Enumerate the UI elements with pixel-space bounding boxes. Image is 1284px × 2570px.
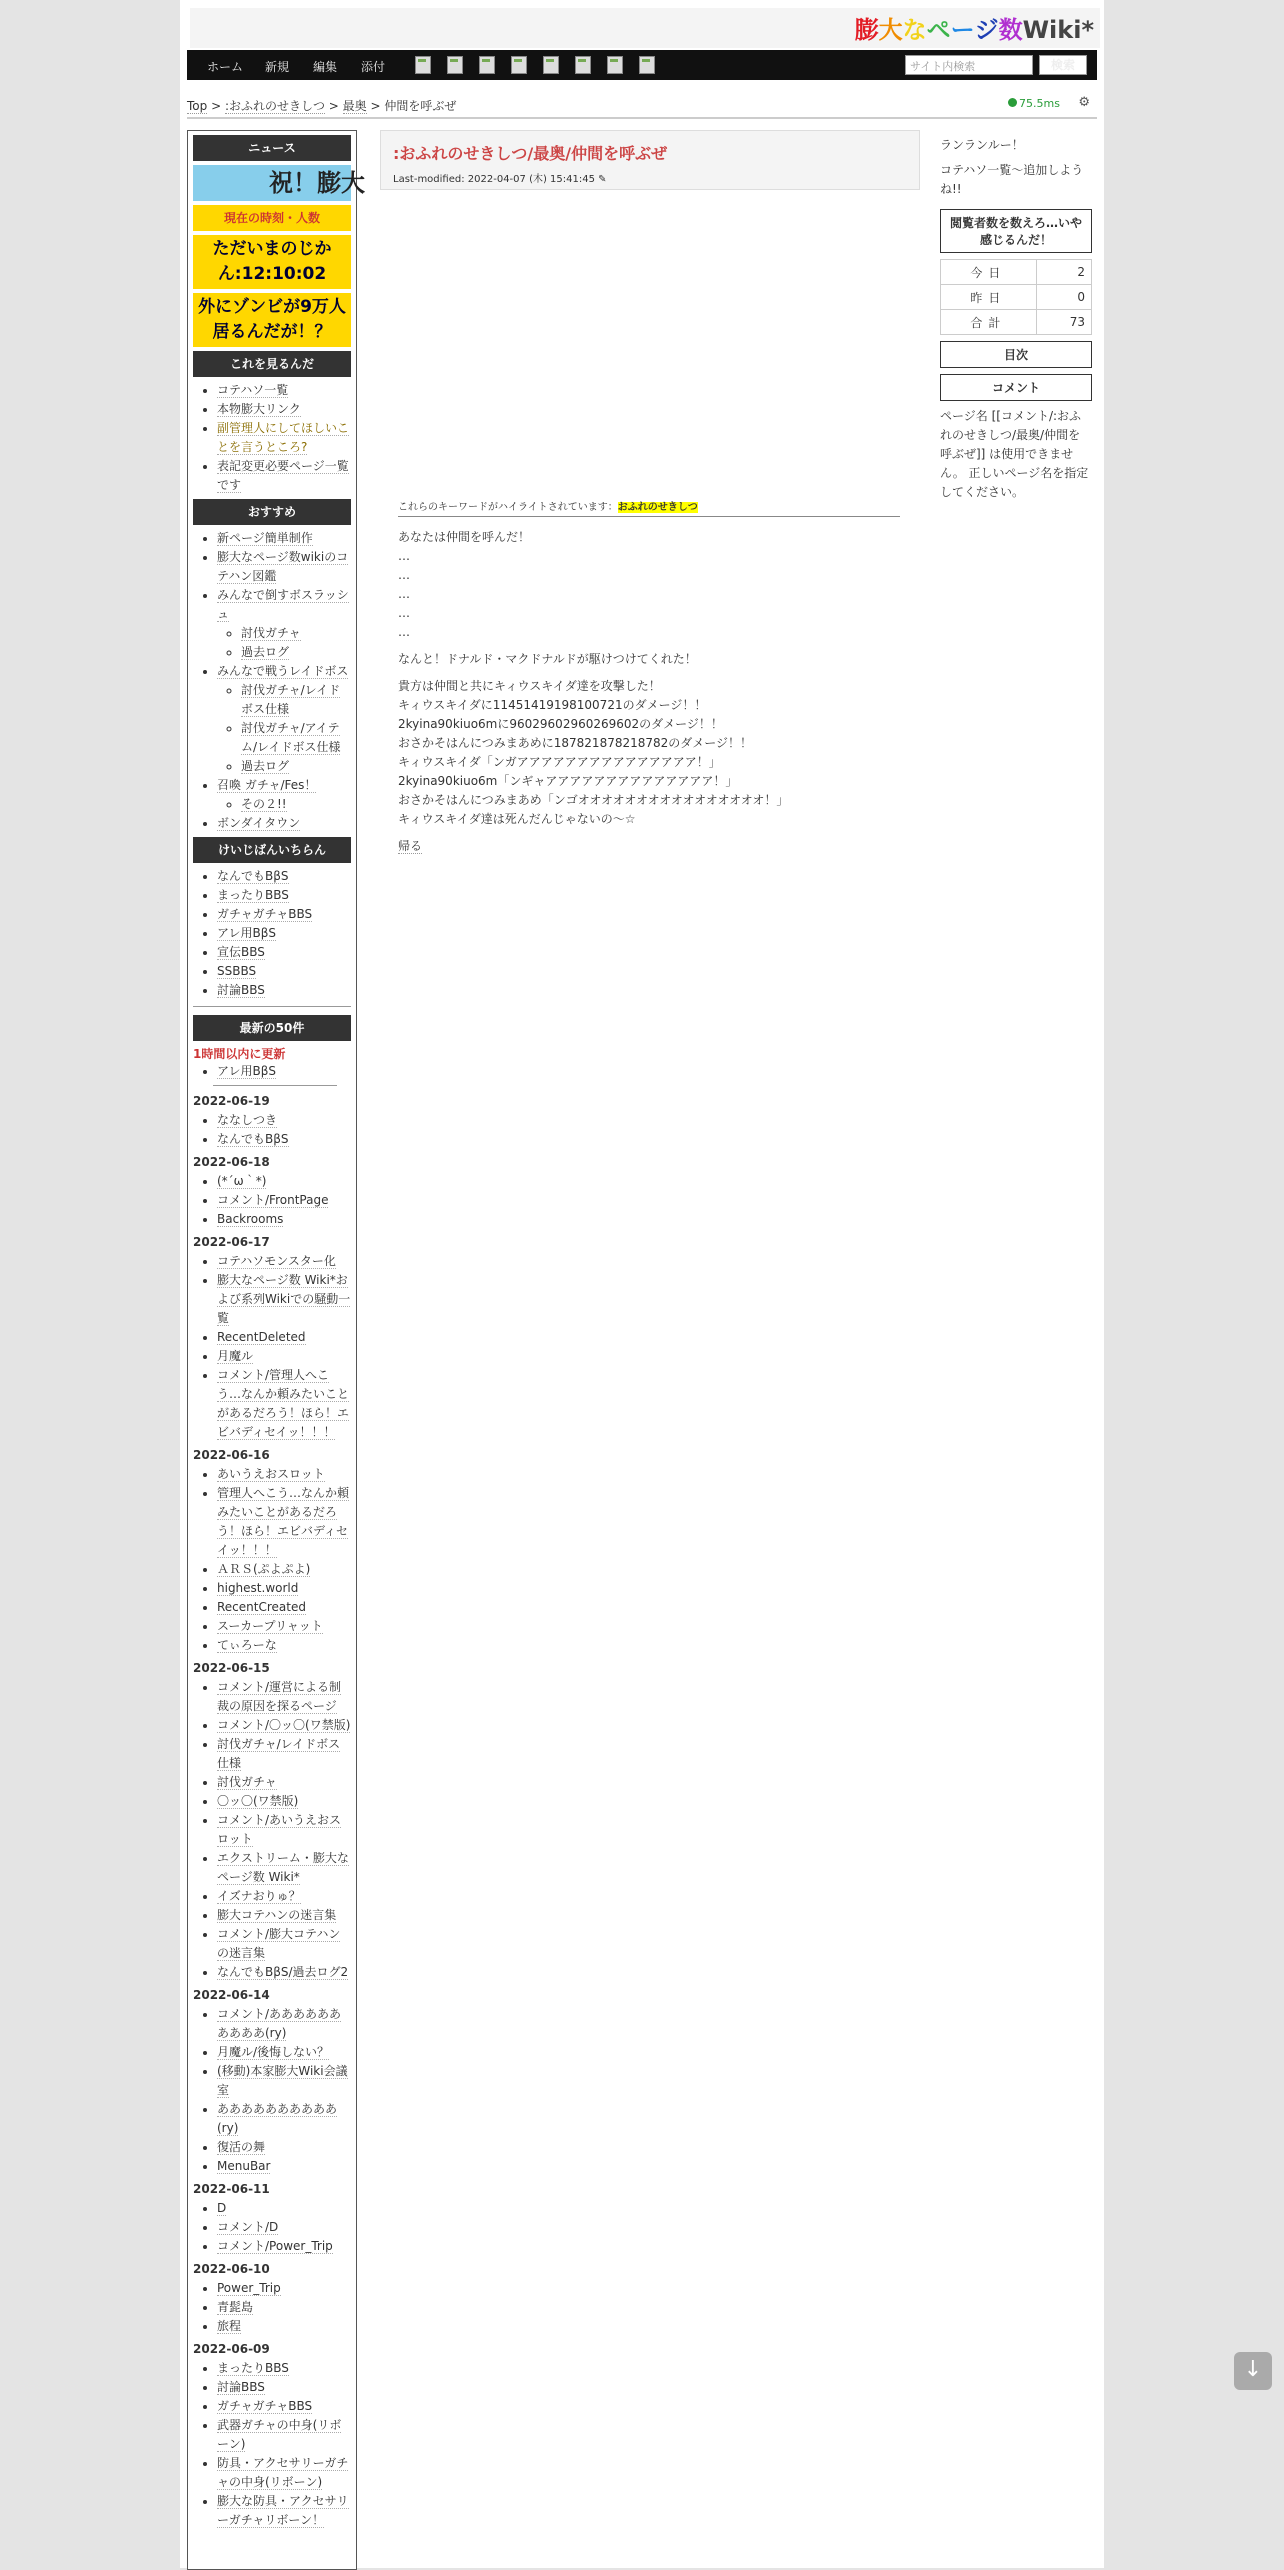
list-item <box>217 2397 351 2416</box>
keyword-label: これらのキーワードがハイライトされています： <box>398 502 618 513</box>
counter-key: 合計 <box>941 310 1037 335</box>
recent-link[interactable]: 武器ガチャの中身(リボーン) <box>217 2418 342 2451</box>
divider <box>193 1006 351 1007</box>
comment-error: ページ名 [[コメント/:おふれのせきしつ/最奥/仲間を呼ぶぜ]] は使用できません。 正しいページ名を指定してください。 <box>940 409 1089 499</box>
recommend-sub-link[interactable]: 討伐ガチャ <box>241 626 301 640</box>
list-item <box>217 2416 351 2454</box>
recent-link[interactable]: 討伐ガチャ <box>217 1775 277 1789</box>
counter-table <box>940 259 1092 335</box>
recent-date: 2022-06-19 <box>193 1094 270 1108</box>
list-item <box>217 2138 351 2157</box>
list-item <box>217 814 351 833</box>
list-item <box>217 886 351 905</box>
rename-icon[interactable] <box>511 56 527 74</box>
list-item <box>217 2005 351 2043</box>
copy-icon[interactable] <box>479 56 495 74</box>
paragraph-battle <box>398 677 898 829</box>
recommend-sub-link[interactable]: その２!! <box>241 797 287 811</box>
zombie-text: 外にゾンビが9万人居るんだが！？ <box>193 293 351 347</box>
list-item <box>217 1484 351 1560</box>
list-item <box>217 1328 351 1347</box>
recent-link[interactable]: 復活の舞 <box>217 2140 266 2154</box>
see-header: これを見るんだ <box>193 351 351 377</box>
main-content <box>380 130 920 853</box>
article-body <box>398 528 898 856</box>
text-line: … <box>398 549 410 563</box>
list-item <box>217 1792 351 1811</box>
clock-text: ただいまのじかん:12:10:02 <box>193 235 351 289</box>
recent-link[interactable]: 管理人へこう…なんか頼みたいことがあるだろう！ほら！エビバディセイッ！！！ <box>217 1486 350 1557</box>
recommend-header: おすすめ <box>193 499 351 525</box>
list-item <box>217 2359 351 2378</box>
list-item <box>217 662 351 776</box>
keyword-highlighted: おふれのせきしつ <box>617 502 698 513</box>
list-item <box>217 1849 351 1887</box>
list-item <box>241 719 351 757</box>
recent-list <box>193 1172 351 1229</box>
list-item <box>217 981 351 1000</box>
recent-link[interactable]: コテハソモンスター化 <box>217 1254 336 1268</box>
recent-link[interactable]: てぃろーな <box>217 1638 277 1652</box>
list-item <box>217 381 351 400</box>
recent-link[interactable]: Power_Trip <box>217 2281 281 2295</box>
recent-link[interactable]: 膨大な防具・アクセサリーガチャリボーン！ <box>217 2494 349 2527</box>
list-item <box>217 1617 351 1636</box>
see-link[interactable]: 表記変更必要ページ一覧です <box>217 459 349 492</box>
list-item <box>217 943 351 962</box>
recent-link[interactable]: あいうえおスロット <box>217 1467 325 1481</box>
list-item <box>217 1366 351 1442</box>
comment-button[interactable]: コメント <box>940 374 1092 401</box>
recent-link[interactable]: コメント/Power_Trip <box>217 2239 333 2253</box>
title-box <box>380 130 920 190</box>
site-title-char: 膨 <box>854 16 879 44</box>
list-item <box>217 905 351 924</box>
recommend-link[interactable]: みんなで倒すボスラッシュ <box>217 588 349 621</box>
recent-link[interactable]: コメント/〇ッ〇(ワ禁版) <box>217 1718 351 1732</box>
recent-link[interactable]: 〇ッ〇(ワ禁版) <box>217 1794 299 1808</box>
list-item <box>217 2199 351 2218</box>
bbs-link[interactable]: まったりBBS <box>217 888 289 902</box>
text-line: キィウスキイダに11451419198100721のダメージ！！ <box>398 698 707 712</box>
recent-hour-label: 1時間以内に更新 <box>193 1047 286 1061</box>
recent-link[interactable]: コメント/膨大コテハンの迷言集 <box>217 1927 341 1960</box>
breadcrumb-sep: > <box>324 99 343 113</box>
right-text-2[interactable]: コテハソ一覧～追加しようね!! <box>940 163 1084 196</box>
see-link[interactable]: 本物膨大リンク <box>217 402 301 416</box>
text-line: … <box>398 568 410 582</box>
site-title-char: 大 <box>878 16 903 44</box>
counter-value: 2 <box>1036 260 1091 285</box>
gear-icon[interactable]: ⚙ <box>1078 95 1090 110</box>
recent-date: 2022-06-11 <box>193 2182 270 2196</box>
list-item <box>217 2062 351 2100</box>
text-line: 2kyina90kiuo6mに96029602960269602のダメージ！！ <box>398 717 723 731</box>
sub-list <box>217 681 351 776</box>
list-item <box>217 1925 351 1963</box>
recent-link[interactable]: 討伐ガチャ/レイドボス仕様 <box>217 1737 341 1770</box>
list-item <box>241 681 351 719</box>
list-item <box>217 1811 351 1849</box>
see-link[interactable]: 副管理人にしてほしいことを言うところ? <box>217 421 350 454</box>
site-title-char: 数 <box>998 16 1023 44</box>
list-item <box>217 419 351 457</box>
text-line: … <box>398 587 410 601</box>
bbs-link[interactable]: 討論BBS <box>217 983 265 997</box>
recent-link[interactable]: ＡＲＳ(ぷよぷよ) <box>217 1562 311 1576</box>
list-item <box>217 548 351 586</box>
sub-list <box>217 624 351 662</box>
page-title[interactable]: :おふれのせきしつ/最奥/仲間を呼ぶぜ <box>393 144 668 163</box>
perf-time: 75.5ms <box>1019 97 1060 110</box>
right-sidebar <box>940 130 1092 502</box>
nav-new-link[interactable]: 新規 <box>265 60 290 74</box>
breadcrumb <box>187 97 456 114</box>
recent-link[interactable]: D <box>217 2201 227 2215</box>
list-item <box>217 1887 351 1906</box>
recent-link[interactable]: スーカープリャット <box>217 1619 323 1633</box>
recommend-sub-link[interactable]: 過去ログ <box>241 645 290 659</box>
breadcrumb-current: 仲間を呼ぶぜ <box>384 99 457 113</box>
list-icon[interactable] <box>543 56 559 74</box>
scroll-down-icon[interactable]: ↓ <box>1234 2352 1272 2390</box>
list-item <box>217 2218 351 2237</box>
see-link[interactable]: コテハソ一覧 <box>217 383 289 397</box>
text-line: おさかそはんにつみまあめに187821878218782のダメージ！！ <box>398 736 753 750</box>
keyword-divider <box>398 516 900 517</box>
list-item <box>217 2237 351 2256</box>
site-title-char: ー <box>950 16 975 44</box>
bbs-link[interactable]: アレ用BβS <box>217 926 277 940</box>
recent-header: 最新の50件 <box>193 1015 351 1041</box>
recent-list <box>193 2199 351 2256</box>
news-header: ニュース <box>193 135 351 161</box>
recommend-sub-link[interactable]: 討伐ガチャ/アイテム/レイドボス仕様 <box>241 721 341 754</box>
breadcrumb-sep: > <box>207 99 225 113</box>
recent-link[interactable]: (移動)本家膨大Wiki会議室 <box>217 2064 348 2097</box>
recent-link[interactable]: RecentCreated <box>217 1600 306 1614</box>
list-item <box>217 2279 351 2298</box>
text-line: キィウスキイダ達は死んだんじゃないの～☆ <box>398 812 636 826</box>
recent-link[interactable]: 膨大なページ数 Wiki*および系列Wikiでの騒動一覧 <box>217 1273 351 1325</box>
recommend-sub-link[interactable]: 討伐ガチャ/レイドボス仕様 <box>241 683 341 716</box>
recent-list <box>193 2005 351 2176</box>
list-item <box>217 1252 351 1271</box>
recommend-link[interactable]: 膨大なページ数wikiのコテハン図鑑 <box>217 550 349 583</box>
list-item <box>217 1678 351 1716</box>
news-marquee: 祝！膨大 <box>193 165 351 201</box>
list-item <box>217 1130 351 1149</box>
recent-link[interactable]: 防具・アクセサリーガチャの中身(リボーン) <box>217 2456 349 2489</box>
list-item <box>217 962 351 981</box>
list-item <box>217 1062 351 1081</box>
list-item <box>217 1111 351 1130</box>
recent-link[interactable]: ガチャガチャBBS <box>217 2399 313 2413</box>
site-title-char: ペ <box>926 16 951 44</box>
time-header: 現在の時刻・人数 <box>193 205 351 231</box>
search-input[interactable]: サイト内検索 <box>905 55 1033 75</box>
recent-link[interactable]: RecentDeleted <box>217 1330 306 1344</box>
recent-link[interactable]: コメント/管理人へこう…なんか頼みたいことがあるだろう！ほら！エビバディセイッ！！！ <box>217 1368 350 1439</box>
bbs-link[interactable]: SSBBS <box>217 964 257 978</box>
bbs-header: けいじばんいちらん <box>193 837 351 863</box>
bbs-link[interactable]: 宣伝BBS <box>217 945 265 959</box>
nav-attach-link[interactable]: 添付 <box>361 60 386 74</box>
divider <box>213 1085 337 1086</box>
text-line: あなたは仲間を呼んだ！ <box>398 530 531 544</box>
text-line: おさかそはんにつみまあめ「ンゴオオオオオオオオオオオオオオオオ！」 <box>398 793 789 807</box>
text-line: 貴方は仲間と共にキィウスキイダ達を攻撃した！ <box>398 679 661 693</box>
list-item <box>217 586 351 662</box>
list-item <box>217 2454 351 2492</box>
sub-list <box>217 795 351 814</box>
recent-list <box>193 1111 351 1149</box>
recent-list <box>193 1252 351 1442</box>
edit-icon[interactable]: ✎ <box>598 174 607 185</box>
recent-date: 2022-06-14 <box>193 1988 270 2002</box>
breadcrumb-ofure[interactable]: :おふれのせきしつ <box>224 99 325 113</box>
search-button[interactable]: 検索 <box>1039 55 1087 75</box>
list-item <box>217 1579 351 1598</box>
list-item <box>217 529 351 548</box>
list-item <box>217 2492 351 2530</box>
counter-key: 今日 <box>941 260 1037 285</box>
recent-link[interactable]: 討論BBS <box>217 2380 265 2394</box>
list-item <box>217 1465 351 1484</box>
recent-link[interactable]: なんでもBβS/過去ログ2 <box>217 1965 349 1979</box>
recent-link[interactable]: highest.world <box>217 1581 299 1595</box>
list-item <box>217 1963 351 1982</box>
recommend-link[interactable]: 召喚 ガチャ/Fes！ <box>217 778 317 792</box>
nav-home-link[interactable]: ホーム <box>207 60 244 74</box>
list-item <box>217 400 351 419</box>
recommend-link[interactable]: ボンダイタウン <box>217 816 301 830</box>
page-wrapper <box>180 0 1104 2568</box>
list-item <box>217 1636 351 1655</box>
list-item <box>217 457 351 495</box>
list-item <box>217 1773 351 1792</box>
recent-link[interactable]: 月魔ル <box>217 1349 254 1363</box>
last-modified <box>393 170 907 185</box>
counter-row <box>941 285 1092 310</box>
list-item <box>217 1210 351 1229</box>
recent-date: 2022-06-09 <box>193 2342 270 2356</box>
breadcrumb-saiou[interactable]: 最奥 <box>342 99 367 113</box>
list-item <box>217 1716 351 1735</box>
recommend-list <box>193 529 351 833</box>
paragraph-donald: なんと！ドナルド・マクドナルドが駆けつけてくれた！ <box>398 652 697 666</box>
list-item <box>241 795 351 814</box>
diff-icon[interactable] <box>415 56 431 74</box>
text-line: 2kyina90kiuo6m「ンギャアアアアアアアアアアアアアア！」 <box>398 774 738 788</box>
recent-link[interactable]: ななしつき <box>217 1113 278 1127</box>
recent-list <box>193 2279 351 2336</box>
breadcrumb-sep: > <box>366 99 385 113</box>
help-icon[interactable] <box>607 56 623 74</box>
site-title-char: Wiki* <box>1022 16 1094 44</box>
recent-date: 2022-06-10 <box>193 2262 270 2276</box>
rss-icon[interactable] <box>639 56 655 74</box>
nav-edit-link[interactable]: 編集 <box>313 60 338 74</box>
list-item <box>217 1271 351 1328</box>
text-line: … <box>398 625 410 639</box>
recent-link[interactable]: ああああああああああ(ry) <box>217 2102 338 2135</box>
recent-link[interactable]: コメント/D <box>217 2220 279 2234</box>
perf-indicator <box>1008 97 1060 110</box>
counter-row <box>941 260 1092 285</box>
counter-key: 昨日 <box>941 285 1037 310</box>
text-line: キィウスキイダ「ンガアアアアアアアアアアアアアアア！」 <box>398 755 721 769</box>
list-item <box>217 1735 351 1773</box>
see-list <box>193 381 351 495</box>
list-item <box>241 624 351 643</box>
recent-link[interactable]: コメント/FrontPage <box>217 1193 329 1207</box>
list-item <box>217 2298 351 2317</box>
recent-list <box>193 1678 351 1982</box>
recent-link[interactable]: 旅程 <box>217 2319 242 2333</box>
recent-date: 2022-06-18 <box>193 1155 270 1169</box>
recent-list <box>193 1465 351 1655</box>
site-title[interactable] <box>855 10 1094 45</box>
back-link[interactable]: 帰る <box>398 839 423 853</box>
recent-link[interactable]: MenuBar <box>217 2159 271 2173</box>
site-title-char: ジ <box>974 16 999 44</box>
list-item <box>217 2043 351 2062</box>
list-item <box>217 2157 351 2176</box>
recent-link[interactable]: エクストリーム・膨大なページ数 Wiki* <box>217 1851 349 1884</box>
paragraph-call <box>398 528 898 642</box>
bbs-link[interactable]: なんでもBβS <box>217 869 289 883</box>
recent-link[interactable]: まったりBBS <box>217 2361 289 2375</box>
recent-date: 2022-06-15 <box>193 1661 270 1675</box>
recent-link[interactable]: なんでもBβS <box>217 1132 289 1146</box>
last-modified-text: Last-modified: 2022-04-07 (木) 15:41:45 <box>393 174 595 185</box>
list-item <box>241 643 351 662</box>
backup-icon[interactable] <box>447 56 463 74</box>
list-item <box>217 1560 351 1579</box>
recommend-link[interactable]: 新ページ簡単制作 <box>217 531 313 545</box>
list-item <box>217 1347 351 1366</box>
recent-link[interactable]: (*´ω｀*) <box>217 1174 267 1188</box>
text-line: … <box>398 606 410 620</box>
list-item <box>217 1598 351 1617</box>
recent-list <box>193 2359 351 2530</box>
bbs-link[interactable]: ガチャガチャBBS <box>217 907 313 921</box>
list-item <box>217 2317 351 2336</box>
breadcrumb-top[interactable]: Top <box>187 99 208 113</box>
recent-link[interactable]: Backrooms <box>217 1212 284 1226</box>
list-item <box>217 1191 351 1210</box>
check-icon <box>1008 98 1017 107</box>
recent-link[interactable]: 月魔ル/後悔しない？ <box>217 2045 330 2059</box>
list-item <box>217 1172 351 1191</box>
recent-link[interactable]: 膨大コテハンの迷言集 <box>217 1908 337 1922</box>
site-title-char: な <box>902 16 927 44</box>
left-menubar <box>187 130 365 2570</box>
counter-value: 0 <box>1036 285 1091 310</box>
recent-date: 2022-06-16 <box>193 1448 270 1462</box>
top-nav <box>187 50 1097 80</box>
recent-groups <box>193 1092 351 2530</box>
recent-link[interactable]: コメント/運営による制裁の原因を探るページ <box>217 1680 342 1713</box>
list-item <box>217 776 351 814</box>
recommend-link[interactable]: みんなで戦うレイドボス <box>217 664 349 678</box>
recent-link[interactable]: コメント/あいうえおスロット <box>217 1813 342 1846</box>
counter-value: 73 <box>1036 310 1091 335</box>
recent-icon[interactable] <box>575 56 591 74</box>
keyword-highlight <box>398 498 698 513</box>
toc-button[interactable]: 目次 <box>940 341 1092 368</box>
recommend-sub-link[interactable]: 過去ログ <box>241 759 290 773</box>
list-item <box>241 757 351 776</box>
recent-link[interactable]: アレ用BβS <box>217 1064 277 1078</box>
counter-title: 閲覧者数を数えろ…いや感じるんだ！ <box>940 209 1092 253</box>
list-item <box>217 1906 351 1925</box>
bbs-list <box>193 867 351 1000</box>
right-text-1: ランランルー！ <box>940 138 1024 152</box>
list-item <box>217 867 351 886</box>
list-item <box>217 2378 351 2397</box>
recent-link[interactable]: イズナおりゅ？ <box>217 1889 301 1903</box>
list-item <box>217 924 351 943</box>
header-divider <box>187 117 1097 119</box>
recent-link[interactable]: コメント/ああああああああああ(ry) <box>217 2007 342 2040</box>
recent-link[interactable]: 青髭島 <box>217 2300 254 2314</box>
counter-row <box>941 310 1092 335</box>
list-item <box>217 2100 351 2138</box>
recent-hour-list <box>193 1062 351 1081</box>
recent-date: 2022-06-17 <box>193 1235 270 1249</box>
